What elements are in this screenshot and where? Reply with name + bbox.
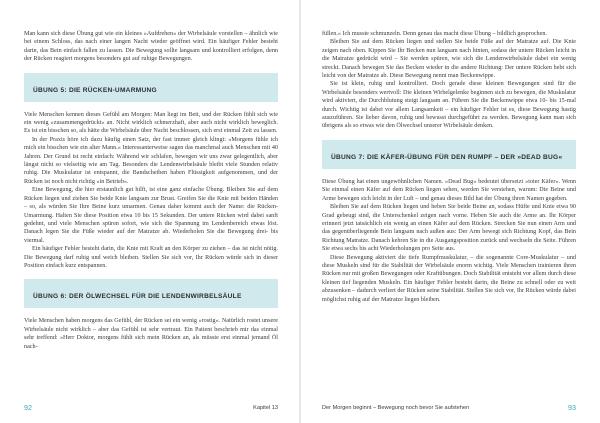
body-paragraph: Ein häufiger Fehler besteht darin, die Knie mit Kraft an den Körper zu ziehen – das ist nicht nötig. Die Bewegung darf ruhig und weich bleiben. Stellen Sie sich vor, Ihr Rücken würde sich in dieser Position einfach kurz entspannen. bbox=[24, 246, 278, 269]
body-paragraph: Bleiben Sie auf dem Rücken liegen und stellen Sie beide Füße auf der Matratze auf. Die Knie zeigen nach oben. Kippen Sie Ihr Becken nun langsam nach hinten, sodass der untere Rücken leicht in die Matratze gedrückt wird – Sie werden spüren, wie sich die Lendenwirbelsäule dabei ein wenig streckt. Danach bewegen Sie das Becken wieder in die andere Richtung: Der untere Rücken hebt sich leicht von der Matratze ab. Diese Bewegung nennt man Beckenwippe. bbox=[322, 39, 576, 80]
body-paragraph: In der Praxis höre ich dazu häufig einen Satz, der fast immer gleich klingt: »Morgens fühle ich mich ein bisschen wie ein alter Mann.« Interessanterweise sagen das manchmal auch Menschen mit 40 Jahren. Der Grund ist recht einfach: Während wir schlafen, bewegen wir uns zwar gelegentlich, aber längst nicht so vielseitig wie am Tag. Besonders die Lendenwirbelsäule bleibt viele Stunden relativ ruhig. Die Muskulatur ist entspannt, die Bandscheiben haben Flüssigkeit aufgenommen, und der Rücken ist noch nicht richtig »in Betrieb«. bbox=[24, 136, 278, 185]
page-number-left: 92 bbox=[24, 403, 32, 412]
body-paragraph: Diese Bewegung aktiviert die tiefe Rumpfmuskulatur, – die sogenannte Core-Muskulatur – und diese Muskeln sind für die Stabilität der Wirbelsäule enorm wichtig. Viele Menschen trainieren ihren Rücken nur mit großen Bewegungen oder Kraftübungen. Doch Stabilität entsteht vor allem durch diese kleinen tief liegenden Muskeln. Ein häufiger Fehler besteht darin, die Beine zu schnell oder zu weit abzusenken – dadurch verliert der Rücken seine Stabilität. Stellen Sie sich vor, Ihr Rücken würde dabei möglichst ruhig auf der Matratze liegen bleiben. bbox=[322, 254, 576, 303]
heading-6-text: ÜBUNG 6: DER ÖLWECHSEL FÜR DIE LENDENWIRBELSÄULE bbox=[33, 293, 242, 301]
right-page bbox=[300, 0, 600, 423]
heading-7-text: ÜBUNG 7: DIE KÄFER-ÜBUNG FÜR DEN RUMPF – DER »DEAD BUG« bbox=[331, 153, 563, 161]
body-paragraph: Viele Menschen kennen dieses Gefühl am Morgen: Man liegt im Bett, und der Rücken fühlt sich wie ein wenig »zusammengedrückt« an. Nicht wirklich schmerzhaft, aber auch nicht wirklich beweglich. Es ist ein bisschen so, als hätte die Wirbelsäule über Nacht beschlossen, sich erst einmal Zeit zu lassen. bbox=[24, 111, 278, 135]
body-paragraph: Sie ist klein, ruhig und kontrolliert. Doch gerade diese kleinen Bewegungen sind für die Wirbelsäule besonders wertvoll: Die kleinen Wirbelgelenke beginnen sich zu bewegen, die Muskulatur wird aktiviert, die Durchblutung steigt langsam an. Führen Sie die Beckenwippe etwa 10- bis 15-mal durch. Wichtig ist dabei vor allem Langsamkeit – ein häufiger Fehler ist es, diese Bewegung hastig auszuführen. Sie lieber davon, ruhig und bewusst durchgeführt zu werden. Bewegung kann man sich übrigens als so etwas wie den Ölwechsel unserer Wirbelsäule denken. bbox=[322, 81, 576, 130]
heading-5-text: ÜBUNG 5: DIE RÜCKEN-UMARMUNG bbox=[33, 86, 157, 94]
section-heading-exercise-6 bbox=[24, 279, 278, 308]
section-heading-exercise-7 bbox=[322, 140, 576, 169]
body-paragraph: Eine Bewegung, die hier erstaunlich gut hilft, ist eine ganz einfache Übung. Bleiben Sie auf dem Rücken liegen und ziehen Sie beide Knie langsam zur Brust. Greifen Sie die Knie mit beiden Händen – so, als würden Sie Ihre Beine kurz umarmen. Genau daher kommt auch der Name: die Rücken-Umarmung. Halten Sie diese Position etwa 10 bis 15 Sekunden. Der untere Rücken wird dabei sanft gedehnt, und viele Menschen spüren sofort, wie sich die Spannung im Lendenbereich etwas löst. Danach legen Sie die Füße wieder auf der Matratze ab. Wiederholen Sie die Bewegung drei- bis viermal. bbox=[24, 187, 278, 244]
footer-running-head: Der Morgen beginnt – Bewegung noch bevor Sie aufstehen bbox=[322, 405, 470, 411]
page-number-right: 93 bbox=[568, 403, 576, 412]
body-paragraph: Diese Übung hat einen ungewöhnlichen Namen. »Dead Bug« bedeutet übersetzt »toter Käfer«. Wenn Sie einmal einen Käfer auf dem Rücken liegen sehen, werden Sie verstehen, warum: Die Beine und Arme bewegen sich leicht in der Luft – und genau dieses Bild hat der Übung ihren Namen gegeben. bbox=[322, 178, 576, 202]
body-paragraph: Bleiben Sie auf dem Rücken liegen und heben Sie beide Beine an, sodass Hüfte und Knie etwa 90 Grad gebeugt sind, die Unterschenkel zeigen nach vorne. Heben Sie auch die Arme an. Ihr Körper erinnert jetzt tatsächlich ein wenig an einen Käfer auf dem Rücken. Strecken Sie nun einen Arm und das gegenüberliegende Bein langsam nach außen aus: Der Arm bewegt sich Richtung Kopf, das Bein Richtung Matratze. Danach kehren Sie in die Ausgangsposition zurück und wechseln die Seite. Führen Sie etwa sechs bis acht Wiederholungen pro Seite aus. bbox=[322, 204, 576, 253]
continued-paragraph: füllen.« Ich musste schmunzeln. Denn genau das macht diese Übung – bildlich gesprochen. bbox=[322, 31, 547, 37]
body-paragraph: Viele Menschen haben morgens das Gefühl, der Rücken sei ein wenig »rostig«. Natürlich rostet unsere Wirbelsäule nicht wirklich – aber das Gefühl ist sehr vertraut. Ein Patient beschrieb mir das einmal sehr treffend: »Herr Doktor, morgens fühlt sich mein Rücken an, als müsste erst einmal jemand Öl nach- bbox=[24, 318, 278, 350]
section-heading-exercise-5 bbox=[24, 73, 278, 102]
footer-chapter: Kapitel 13 bbox=[253, 405, 278, 411]
intro-paragraph: Man kann sich diese Übung gut wie ein kleines »Aufdrehen« der Wirbelsäule vorstellen – ähnlich wie bei einem Schloss, das nach einer langen Nacht wieder geöffnet wird. Ein häufiger Fehler besteht darin, das Bein einfach fallen zu lassen. Die Bewegung sollte langsam und kontrolliert erfolgen, denn der Rücken reagiert morgens besonders gut auf ruhige Bewegungen. bbox=[24, 31, 278, 63]
